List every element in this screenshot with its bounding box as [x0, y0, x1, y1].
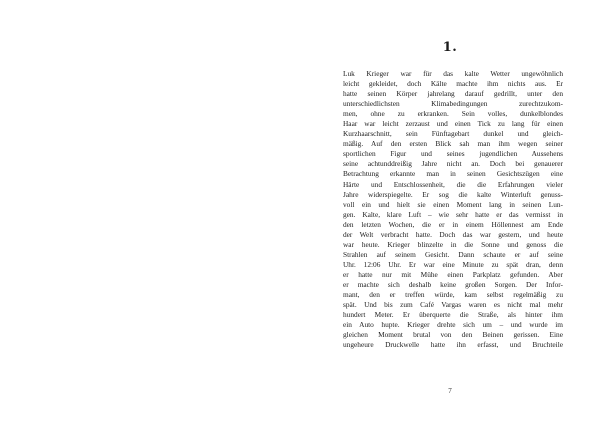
text-line: Kurzhaarschnitt, sein Fünftagebart dunkel und gleich- — [343, 129, 563, 139]
text-line: der Welt verbracht hatte. Doch das war gestern, und heute — [343, 229, 563, 239]
text-line: Strahlen auf seinem Gesicht. Dann schaute er auf seine — [343, 249, 563, 259]
text-line: ungeheure Druckwelle hatte ihn erfasst, und Bruchteile — [343, 340, 563, 350]
text-line: gen. Kalte, klare Luft – wie sehr hatte er das vermisst in — [343, 209, 563, 219]
text-line: voll ein und hielt sie einen Moment lang in seinen Lun- — [343, 199, 563, 209]
text-line: Jahre widerspiegelte. Er sog die kalte Winterluft genuss- — [343, 189, 563, 199]
text-line: hundert Meter. Er überquerte die Straße, als hinter ihm — [343, 310, 563, 320]
text-line: men, ohne zu erkranken. Sein volles, dunkelblondes — [343, 109, 563, 119]
text-line: seine achtunddreißig Jahre nicht an. Doch bei genauerer — [343, 159, 563, 169]
text-line: Haar war leicht zerzaust und einen Tick zu lang für einen — [343, 119, 563, 129]
text-line: mant, den er treffen würde, kam selbst regelmäßig zu — [343, 290, 563, 300]
text-line: ein Auto hupte. Krieger drehte sich um – und wurde im — [343, 320, 563, 330]
text-line: hatte seinen Körper jahrelang darauf gedrillt, unter den — [343, 89, 563, 99]
page-number: 7 — [448, 387, 452, 395]
body-text — [343, 69, 563, 350]
text-line: Luk Krieger war für das kalte Wetter ungewöhnlich — [343, 69, 563, 78]
text-line: Uhr. 12:06 Uhr. Er war eine Minute zu spät dran, denn — [343, 259, 563, 269]
text-line: spät. Und bis zum Café Vargas waren es nicht mal mehr — [343, 300, 563, 310]
text-line: war heute. Krieger blinzelte in die Sonne und genoss die — [343, 239, 563, 249]
text-line: leicht gekleidet, doch Kälte machte ihm nichts aus. Er — [343, 79, 563, 89]
text-line: er hatte nur mit Mühe einen Parkplatz gefunden. Aber — [343, 269, 563, 279]
chapter-number: 1. — [442, 40, 458, 55]
text-line: Härte und Entschlossenheit, die die Erfahrungen vieler — [343, 179, 563, 189]
text-line: sportlichen Figur und seines jugendlichen Aussehens — [343, 149, 563, 159]
text-line: er machte sich deshalb keine großen Sorgen. Der Infor- — [343, 279, 563, 289]
text-line: unterschiedlichsten Klimabedingungen zurechtzukom- — [343, 99, 563, 109]
text-line: Betrachtung erkannte man in seinen Gesichtszügen eine — [343, 169, 563, 179]
text-line: gleichen Moment brutal von den Beinen gerissen. Eine — [343, 330, 563, 340]
text-line: mäßig. Auf den ersten Blick sah man ihm wegen seiner — [343, 139, 563, 149]
right-page — [300, 0, 600, 424]
text-line: den letzten Wochen, die er in einem Höllennest am Ende — [343, 219, 563, 229]
